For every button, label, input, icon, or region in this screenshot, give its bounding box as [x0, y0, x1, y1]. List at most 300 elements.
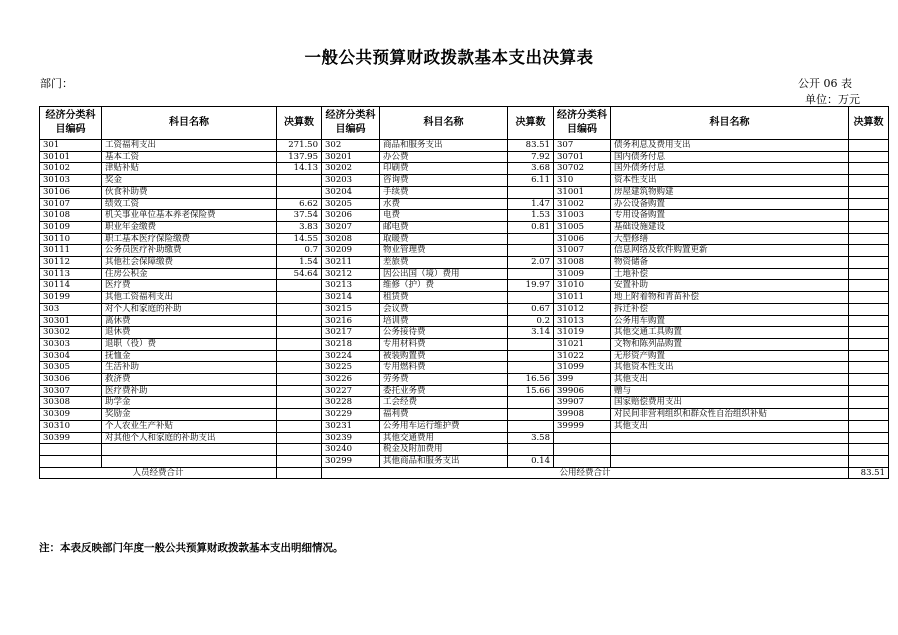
cell-code-2: 30206	[322, 210, 380, 222]
cell-name-2: 会议费	[380, 303, 508, 315]
cell-code-3: 30701	[554, 151, 611, 163]
cell-amount-1: 0.7	[277, 245, 322, 257]
table-row	[40, 257, 889, 269]
cell-code-1: 30303	[40, 338, 102, 350]
cell-amount-1	[277, 327, 322, 339]
cell-name-1: 奖金	[102, 175, 277, 187]
cell-code-2: 30227	[322, 385, 380, 397]
cell-code-2: 30207	[322, 221, 380, 233]
cell-code-2: 30231	[322, 420, 380, 432]
cell-amount-2	[508, 186, 554, 198]
cell-name-1: 对个人和家庭的补助	[102, 303, 277, 315]
cell-amount-2	[508, 420, 554, 432]
cell-name-2: 电费	[380, 210, 508, 222]
cell-name-2: 培训费	[380, 315, 508, 327]
personnel-total-label: 人员经费合计	[40, 467, 277, 479]
cell-amount-1: 6.62	[277, 198, 322, 210]
cell-code-3: 31005	[554, 221, 611, 233]
header-amount-3: 决算数	[849, 107, 889, 140]
cell-code-2: 30201	[322, 151, 380, 163]
cell-code-3	[554, 432, 611, 444]
cell-name-2: 租赁费	[380, 292, 508, 304]
table-row	[40, 420, 889, 432]
cell-name-2: 福利费	[380, 409, 508, 421]
cell-name-2: 公务接待费	[380, 327, 508, 339]
unit-label: 单位：万元	[805, 93, 860, 106]
cell-code-1: 30399	[40, 432, 102, 444]
cell-name-3: 其他交通工具购置	[611, 327, 849, 339]
cell-amount-3	[849, 444, 889, 456]
cell-amount-3	[849, 198, 889, 210]
cell-name-1	[102, 444, 277, 456]
table-header-row	[40, 107, 889, 140]
table-row	[40, 362, 889, 374]
page-title: 一般公共预算财政拨款基本支出决算表	[304, 48, 594, 67]
cell-amount-1	[277, 186, 322, 198]
cell-code-2: 30211	[322, 257, 380, 269]
cell-code-3: 31002	[554, 198, 611, 210]
cell-amount-1	[277, 455, 322, 467]
table-row	[40, 455, 889, 467]
cell-amount-3	[849, 233, 889, 245]
cell-amount-3	[849, 221, 889, 233]
table-row	[40, 151, 889, 163]
cell-code-3: 30702	[554, 163, 611, 175]
header-name-2: 科目名称	[380, 107, 508, 140]
table-row	[40, 374, 889, 386]
table-row	[40, 233, 889, 245]
cell-amount-3	[849, 186, 889, 198]
cell-amount-2	[508, 397, 554, 409]
table-row	[40, 140, 889, 152]
cell-amount-1	[277, 397, 322, 409]
cell-amount-3	[849, 409, 889, 421]
cell-code-2: 30224	[322, 350, 380, 362]
cell-code-1: 30113	[40, 268, 102, 280]
cell-code-3: 31011	[554, 292, 611, 304]
cell-amount-3	[849, 455, 889, 467]
table-row	[40, 268, 889, 280]
table-row	[40, 186, 889, 198]
cell-name-3	[611, 444, 849, 456]
cell-name-3: 对民间非营利组织和群众性自治组织补贴	[611, 409, 849, 421]
cell-code-3: 39906	[554, 385, 611, 397]
cell-name-2: 工会经费	[380, 397, 508, 409]
cell-code-3: 31008	[554, 257, 611, 269]
cell-code-1: 30112	[40, 257, 102, 269]
cell-name-3: 资本性支出	[611, 175, 849, 187]
cell-name-2: 被装购置费	[380, 350, 508, 362]
cell-name-3: 物资储备	[611, 257, 849, 269]
cell-amount-3	[849, 175, 889, 187]
cell-code-1: 30109	[40, 221, 102, 233]
cell-name-3: 国家赔偿费用支出	[611, 397, 849, 409]
table-row	[40, 385, 889, 397]
header-code-2: 经济分类科目编码	[322, 107, 380, 140]
cell-name-2: 手续费	[380, 186, 508, 198]
cell-amount-2: 3.68	[508, 163, 554, 175]
cell-name-2: 因公出国（境）费用	[380, 268, 508, 280]
cell-amount-1: 3.83	[277, 221, 322, 233]
cell-amount-3	[849, 338, 889, 350]
table-row	[40, 163, 889, 175]
cell-name-3: 拆迁补偿	[611, 303, 849, 315]
cell-name-3: 文物和陈列品购置	[611, 338, 849, 350]
cell-name-1: 离休费	[102, 315, 277, 327]
cell-amount-2: 19.97	[508, 280, 554, 292]
cell-name-3: 信息网络及软件购置更新	[611, 245, 849, 257]
table-row	[40, 210, 889, 222]
cell-amount-1	[277, 420, 322, 432]
table-row	[40, 409, 889, 421]
cell-name-1: 住房公积金	[102, 268, 277, 280]
cell-name-1: 退职（役）费	[102, 338, 277, 350]
cell-name-1: 其他工资福利支出	[102, 292, 277, 304]
cell-code-3	[554, 444, 611, 456]
cell-name-2: 商品和服务支出	[380, 140, 508, 152]
cell-code-1: 30111	[40, 245, 102, 257]
cell-code-2: 30204	[322, 186, 380, 198]
cell-code-1: 30305	[40, 362, 102, 374]
cell-code-1: 30106	[40, 186, 102, 198]
cell-name-1: 助学金	[102, 397, 277, 409]
cell-amount-2: 16.56	[508, 374, 554, 386]
table-row	[40, 303, 889, 315]
cell-code-3: 31019	[554, 327, 611, 339]
cell-name-3: 土地补偿	[611, 268, 849, 280]
cell-name-3: 安置补助	[611, 280, 849, 292]
cell-name-1: 职业年金缴费	[102, 221, 277, 233]
header-code-1: 经济分类科目编码	[40, 107, 102, 140]
cell-amount-2: 0.67	[508, 303, 554, 315]
cell-code-2: 30212	[322, 268, 380, 280]
public-total-value: 83.51	[849, 467, 889, 479]
cell-name-2: 其他交通费用	[380, 432, 508, 444]
header-amount-2: 决算数	[508, 107, 554, 140]
cell-name-2: 办公费	[380, 151, 508, 163]
cell-amount-3	[849, 280, 889, 292]
table-row	[40, 327, 889, 339]
cell-amount-1: 14.13	[277, 163, 322, 175]
cell-code-2: 30225	[322, 362, 380, 374]
cell-name-3: 办公设备购置	[611, 198, 849, 210]
cell-name-1: 伙食补助费	[102, 186, 277, 198]
cell-name-2: 委托业务费	[380, 385, 508, 397]
cell-amount-3	[849, 292, 889, 304]
cell-code-2: 30203	[322, 175, 380, 187]
cell-code-1: 30199	[40, 292, 102, 304]
cell-code-1: 30306	[40, 374, 102, 386]
cell-amount-2: 2.07	[508, 257, 554, 269]
cell-amount-3	[849, 374, 889, 386]
cell-amount-2: 0.14	[508, 455, 554, 467]
cell-code-1: 30301	[40, 315, 102, 327]
cell-code-2: 30239	[322, 432, 380, 444]
cell-amount-1	[277, 374, 322, 386]
cell-amount-1: 14.55	[277, 233, 322, 245]
cell-name-2: 印刷费	[380, 163, 508, 175]
public-total-label: 公用经费合计	[322, 467, 849, 479]
cell-amount-1	[277, 444, 322, 456]
cell-amount-2: 83.51	[508, 140, 554, 152]
cell-name-2: 劳务费	[380, 374, 508, 386]
cell-code-3: 31007	[554, 245, 611, 257]
cell-name-3: 基础设施建设	[611, 221, 849, 233]
cell-code-2: 30226	[322, 374, 380, 386]
table-row	[40, 432, 889, 444]
cell-amount-2: 6.11	[508, 175, 554, 187]
header-amount-1: 决算数	[277, 107, 322, 140]
form-number: 公开 06 表	[798, 77, 852, 90]
table-row	[40, 397, 889, 409]
cell-amount-3	[849, 245, 889, 257]
cell-amount-2: 7.92	[508, 151, 554, 163]
cell-name-3: 公务用车购置	[611, 315, 849, 327]
expenditure-table	[39, 106, 889, 479]
cell-name-1: 个人农业生产补贴	[102, 420, 277, 432]
cell-amount-3	[849, 303, 889, 315]
cell-amount-3	[849, 327, 889, 339]
cell-code-2: 30240	[322, 444, 380, 456]
cell-name-1	[102, 455, 277, 467]
cell-code-2: 30209	[322, 245, 380, 257]
cell-amount-1	[277, 175, 322, 187]
cell-code-1: 30107	[40, 198, 102, 210]
cell-name-1: 基本工资	[102, 151, 277, 163]
cell-code-2: 30216	[322, 315, 380, 327]
cell-code-2: 30228	[322, 397, 380, 409]
cell-amount-2	[508, 444, 554, 456]
cell-code-1: 30108	[40, 210, 102, 222]
cell-code-2: 30208	[322, 233, 380, 245]
cell-code-2: 30214	[322, 292, 380, 304]
cell-amount-2	[508, 245, 554, 257]
cell-code-1	[40, 444, 102, 456]
cell-code-2: 30229	[322, 409, 380, 421]
cell-code-2: 30218	[322, 338, 380, 350]
cell-amount-3	[849, 140, 889, 152]
cell-code-1	[40, 455, 102, 467]
cell-amount-3	[849, 268, 889, 280]
cell-name-3: 大型修缮	[611, 233, 849, 245]
cell-code-1: 30110	[40, 233, 102, 245]
cell-code-3: 39999	[554, 420, 611, 432]
cell-name-1: 职工基本医疗保险缴费	[102, 233, 277, 245]
cell-name-2: 维修（护）费	[380, 280, 508, 292]
cell-code-2: 302	[322, 140, 380, 152]
cell-amount-3	[849, 420, 889, 432]
cell-amount-3	[849, 257, 889, 269]
cell-amount-3	[849, 362, 889, 374]
cell-name-3: 专用设备购置	[611, 210, 849, 222]
cell-amount-1	[277, 303, 322, 315]
cell-name-1: 奖励金	[102, 409, 277, 421]
cell-amount-3	[849, 397, 889, 409]
cell-code-2: 30215	[322, 303, 380, 315]
cell-code-1: 301	[40, 140, 102, 152]
cell-name-2: 公务用车运行维护费	[380, 420, 508, 432]
cell-amount-2	[508, 268, 554, 280]
cell-code-1: 303	[40, 303, 102, 315]
cell-name-1: 退休费	[102, 327, 277, 339]
cell-name-2: 税金及附加费用	[380, 444, 508, 456]
cell-name-3: 其他支出	[611, 374, 849, 386]
cell-name-1: 津贴补贴	[102, 163, 277, 175]
personnel-total-value	[277, 467, 322, 479]
department-label: 部门：	[40, 77, 73, 90]
cell-code-3: 31010	[554, 280, 611, 292]
table-row	[40, 221, 889, 233]
cell-code-3: 31003	[554, 210, 611, 222]
cell-name-2: 其他商品和服务支出	[380, 455, 508, 467]
cell-amount-1: 37.54	[277, 210, 322, 222]
cell-name-1: 机关事业单位基本养老保险费	[102, 210, 277, 222]
table-row	[40, 350, 889, 362]
cell-amount-1	[277, 280, 322, 292]
cell-name-2: 取暖费	[380, 233, 508, 245]
cell-amount-3	[849, 432, 889, 444]
cell-name-1: 生活补助	[102, 362, 277, 374]
cell-code-3: 31009	[554, 268, 611, 280]
cell-name-3: 国外债务付息	[611, 163, 849, 175]
cell-amount-2: 3.58	[508, 432, 554, 444]
cell-code-3: 310	[554, 175, 611, 187]
cell-amount-1	[277, 432, 322, 444]
cell-code-1: 30304	[40, 350, 102, 362]
cell-amount-1	[277, 315, 322, 327]
footnote: 注：本表反映部门年度一般公共预算财政拨款基本支出明细情况。	[39, 542, 344, 554]
table-row	[40, 338, 889, 350]
cell-amount-1: 137.95	[277, 151, 322, 163]
cell-amount-2	[508, 338, 554, 350]
cell-code-3: 31001	[554, 186, 611, 198]
cell-amount-2	[508, 362, 554, 374]
cell-code-1: 30308	[40, 397, 102, 409]
cell-name-2: 咨询费	[380, 175, 508, 187]
cell-name-3: 其他支出	[611, 420, 849, 432]
cell-amount-3	[849, 350, 889, 362]
cell-amount-1	[277, 338, 322, 350]
table-row	[40, 245, 889, 257]
table-row	[40, 280, 889, 292]
cell-code-1: 30114	[40, 280, 102, 292]
cell-name-1: 医疗费补助	[102, 385, 277, 397]
cell-name-1: 抚恤金	[102, 350, 277, 362]
cell-amount-1	[277, 292, 322, 304]
cell-name-1: 其他社会保障缴费	[102, 257, 277, 269]
cell-code-3: 31006	[554, 233, 611, 245]
cell-amount-1	[277, 350, 322, 362]
cell-code-2: 30202	[322, 163, 380, 175]
cell-code-3: 31013	[554, 315, 611, 327]
header-name-1: 科目名称	[102, 107, 277, 140]
cell-amount-2	[508, 350, 554, 362]
header-code-3: 经济分类科目编码	[554, 107, 611, 140]
cell-amount-3	[849, 315, 889, 327]
cell-name-2: 专用材料费	[380, 338, 508, 350]
cell-code-2: 30213	[322, 280, 380, 292]
cell-name-3: 债务利息及费用支出	[611, 140, 849, 152]
table-row	[40, 198, 889, 210]
cell-name-3: 地上附着物和青苗补偿	[611, 292, 849, 304]
cell-amount-2: 1.53	[508, 210, 554, 222]
cell-code-2: 30299	[322, 455, 380, 467]
cell-code-3: 31099	[554, 362, 611, 374]
cell-name-1: 工资福利支出	[102, 140, 277, 152]
cell-amount-2	[508, 292, 554, 304]
table-row	[40, 444, 889, 456]
cell-name-3: 其他资本性支出	[611, 362, 849, 374]
cell-amount-1	[277, 362, 322, 374]
cell-amount-2: 1.47	[508, 198, 554, 210]
cell-amount-2	[508, 233, 554, 245]
cell-amount-2: 15.66	[508, 385, 554, 397]
cell-name-3: 房屋建筑物购建	[611, 186, 849, 198]
cell-amount-1: 1.54	[277, 257, 322, 269]
cell-code-3: 31012	[554, 303, 611, 315]
cell-code-3: 39907	[554, 397, 611, 409]
header-name-3: 科目名称	[611, 107, 849, 140]
cell-name-2: 专用燃料费	[380, 362, 508, 374]
cell-name-1: 绩效工资	[102, 198, 277, 210]
cell-code-1: 30309	[40, 409, 102, 421]
totals-row	[40, 467, 889, 479]
cell-name-2: 差旅费	[380, 257, 508, 269]
table-row	[40, 175, 889, 187]
cell-code-1: 30310	[40, 420, 102, 432]
cell-name-3: 国内债务付息	[611, 151, 849, 163]
cell-code-1: 30103	[40, 175, 102, 187]
cell-amount-1	[277, 409, 322, 421]
cell-code-2: 30217	[322, 327, 380, 339]
cell-amount-1: 54.64	[277, 268, 322, 280]
cell-code-2: 30205	[322, 198, 380, 210]
cell-name-1: 救济费	[102, 374, 277, 386]
cell-amount-1	[277, 385, 322, 397]
cell-amount-3	[849, 163, 889, 175]
table-row	[40, 292, 889, 304]
cell-name-3: 无形资产购置	[611, 350, 849, 362]
cell-name-3	[611, 455, 849, 467]
cell-code-3: 39908	[554, 409, 611, 421]
cell-amount-2: 0.81	[508, 221, 554, 233]
cell-code-3: 307	[554, 140, 611, 152]
cell-name-3: 赠与	[611, 385, 849, 397]
cell-amount-3	[849, 210, 889, 222]
cell-name-1: 公务员医疗补助缴费	[102, 245, 277, 257]
cell-name-3	[611, 432, 849, 444]
cell-amount-1: 271.50	[277, 140, 322, 152]
cell-amount-2: 0.2	[508, 315, 554, 327]
cell-name-1: 医疗费	[102, 280, 277, 292]
cell-code-3: 31021	[554, 338, 611, 350]
cell-code-3: 399	[554, 374, 611, 386]
cell-code-3	[554, 455, 611, 467]
cell-code-1: 30307	[40, 385, 102, 397]
cell-amount-3	[849, 151, 889, 163]
cell-amount-2: 3.14	[508, 327, 554, 339]
cell-amount-3	[849, 385, 889, 397]
cell-amount-2	[508, 409, 554, 421]
cell-code-1: 30101	[40, 151, 102, 163]
cell-code-1: 30102	[40, 163, 102, 175]
table-row	[40, 315, 889, 327]
cell-name-2: 物业管理费	[380, 245, 508, 257]
cell-name-1: 对其他个人和家庭的补助支出	[102, 432, 277, 444]
cell-name-2: 邮电费	[380, 221, 508, 233]
cell-code-1: 30302	[40, 327, 102, 339]
cell-name-2: 水费	[380, 198, 508, 210]
